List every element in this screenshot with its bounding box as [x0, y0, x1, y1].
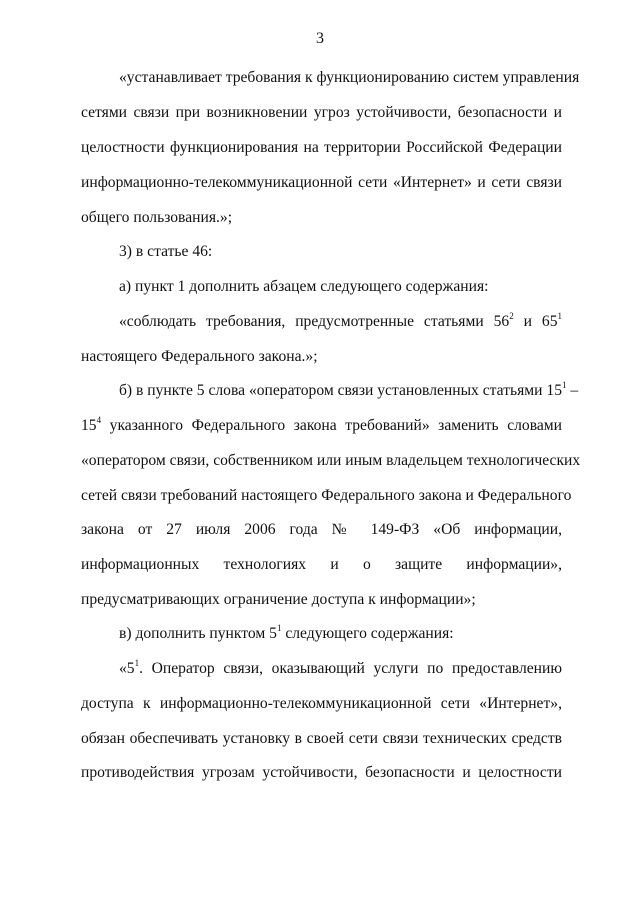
text-line: целостности функционирования на территории Российской Федерации [81, 139, 562, 156]
page-number: 3 [316, 30, 324, 47]
superscript: 1 [557, 311, 562, 321]
text-line: информационных технологиях и о защите информации», [81, 556, 562, 573]
superscript: 2 [509, 311, 514, 321]
superscript: 1 [134, 658, 140, 668]
text-line: закона от 27 июля 2006 года № 149-ФЗ «Об информации, [81, 521, 562, 538]
text-line: «$5^1$. Оператор связи, оказывающий услуги по предоставлению [119, 658, 562, 677]
text-line: информационно-телекоммуникационной сети «Интернет» и сети связи [81, 174, 562, 191]
text-line: противодействия угрозам устойчивости, безопасности и целостности [81, 764, 562, 781]
text-line: сетей связи требований настоящего Федерального закона и Федерального [81, 487, 572, 504]
superscript: 1 [276, 623, 282, 633]
text-line: предусматривающих ограничение доступа к информации»; [81, 591, 476, 608]
text-line: в) дополнить пунктом $5^1$ следующего содержания: [119, 623, 454, 642]
text-line: общего пользования.»; [81, 209, 233, 226]
text-line: доступа к информационно-телекоммуникационной сети «Интернет», [81, 695, 562, 712]
text-line: $15^4$ указанного Федерального закона требований» заменить словами [81, 415, 562, 434]
text-line: 3) в статье 46: [119, 243, 213, 260]
text-line: б) в пункте 5 слова «оператором связи установленных статьями $15^1$ – [119, 380, 579, 399]
superscript: 1 [562, 380, 567, 390]
text-line: «соблюдать требования, предусмотренные статьями $56^2$ и $65^1$ [119, 311, 562, 330]
text-line: «устанавливает требования к функционированию систем управления [119, 69, 580, 86]
text-line: а) пункт 1 дополнить абзацем следующего содержания: [119, 278, 489, 295]
text-line: обязан обеспечивать установку в своей сети связи технических средств [81, 730, 562, 747]
text-line: сетями связи при возникновении угроз устойчивости, безопасности и [81, 104, 562, 121]
superscript: 4 [96, 415, 102, 425]
text-line: настоящего Федерального закона.»; [81, 348, 318, 365]
text-line: «оператором связи, собственником или иным владельцем технологических [81, 452, 581, 469]
